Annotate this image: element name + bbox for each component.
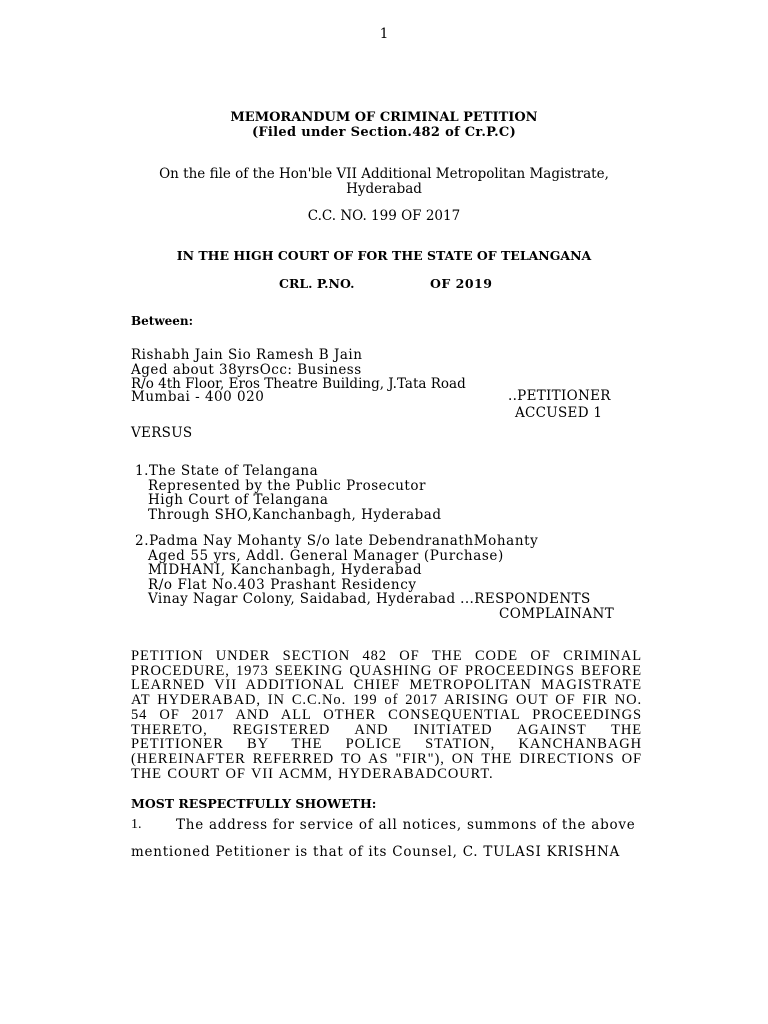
para-1-line-2: mentioned Petitioner is that of its Counsel, C. TULASI KRISHNA xyxy=(131,844,621,860)
respondent-line: High Court of Telangana xyxy=(148,492,329,509)
petitioner-role: ..PETITIONER xyxy=(508,388,611,404)
page-number: 1 xyxy=(379,26,389,42)
versus-label: VERSUS xyxy=(131,425,193,441)
respondent-line: R/o Flat No.403 Prashant Residency xyxy=(148,576,417,593)
document-title: MEMORANDUM OF CRIMINAL PETITION xyxy=(230,110,538,125)
respondent-2-block xyxy=(135,534,591,607)
court-file-city: Hyderabad xyxy=(346,181,422,197)
respondent-line: Aged 55 yrs, Addl. General Manager (Purchase) xyxy=(148,547,504,564)
crl-pno-year: OF 2019 xyxy=(430,276,493,291)
petitioner-block xyxy=(131,348,466,404)
respondent-line: 1.The State of Telangana xyxy=(135,463,319,479)
petition-paragraph: PETITION UNDER SECTION 482 OF THE CODE OF CRIMINAL PROCEDURE, 1973 SEEKING QUASHING OF PROCEEDINGS BEFORE LEARNED VII ADDITIONAL CHIEF METROPOLITAN MAGISTRATE AT HYDERABAD, IN C.C.No. 199 of 2017 ARISING OUT OF FIR NO. 54 OF 2017 AND ALL OTHER CONSEQUENTIAL PROCEEDINGS THERETO, REGISTERED AND INITIATED AGAINST THE PETITIONER BY THE POLICE STATION, KANCHANBAGH (HEREINAFTER REFERRED TO AS "FIR"), ON THE DIRECTIONS OF THE COURT OF VII ACMM, HYDERABADCOURT. xyxy=(131,648,642,782)
case-number: C.C. NO. 199 OF 2017 xyxy=(307,208,461,224)
crl-pno-label: CRL. P.NO. xyxy=(279,276,355,291)
petitioner-line: Mumbai - 400 020 xyxy=(131,388,265,405)
petitioner-line: Rishabh Jain Sio Ramesh B Jain xyxy=(131,347,363,363)
document-subtitle: (Filed under Section.482 of Cr.P.C) xyxy=(251,125,517,140)
respondent-complainant: COMPLAINANT xyxy=(499,606,615,622)
respondent-line: Represented by the Public Prosecutor xyxy=(148,477,426,494)
respondent-1-block xyxy=(135,464,442,522)
high-court-heading: IN THE HIGH COURT OF FOR THE STATE OF TELANGANA xyxy=(176,248,592,263)
respondent-line: Vinay Nagar Colony, Saidabad, Hyderabad ...RESPONDENTS xyxy=(148,591,591,608)
between-label: Between: xyxy=(131,314,194,328)
respondent-line: Through SHO,Kanchanbagh, Hyderabad xyxy=(148,506,442,523)
court-file-line: On the file of the Hon'ble VII Additional Metropolitan Magistrate, xyxy=(159,166,609,182)
respondent-line: MIDHANI, Kanchanbagh, Hyderabad xyxy=(148,562,423,579)
showeth-heading: MOST RESPECTFULLY SHOWETH: xyxy=(131,796,377,811)
petitioner-line: R/o 4th Floor, Eros Theatre Building, J.Tata Road xyxy=(131,376,466,393)
petitioner-accused: ACCUSED 1 xyxy=(515,405,603,421)
para-1-number: 1. xyxy=(131,817,142,832)
petitioner-line: Aged about 38yrsOcc: Business xyxy=(131,361,362,378)
para-1-line-1: The address for service of all notices, summons of the above xyxy=(176,817,636,833)
respondent-line: 2.Padma Nay Mohanty S/o late DebendranathMohanty xyxy=(135,533,539,549)
